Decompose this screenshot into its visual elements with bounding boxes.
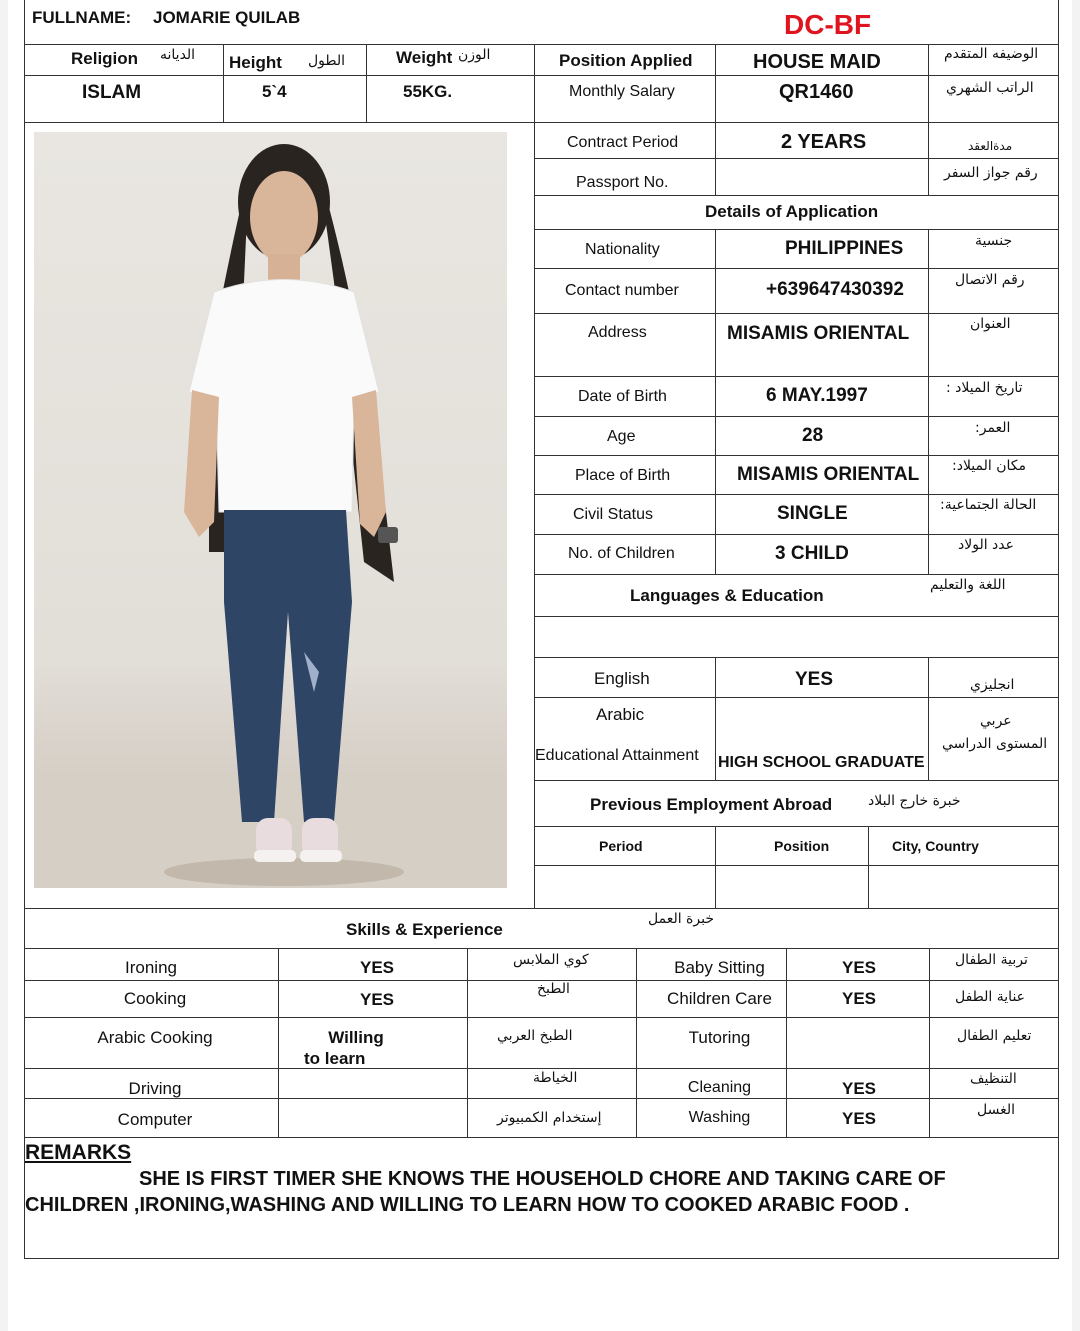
- applicant-photo: [34, 132, 507, 888]
- civil-status-value: SINGLE: [777, 503, 848, 524]
- divider: [534, 455, 1059, 456]
- address-label: Address: [588, 324, 647, 341]
- height-value: 5`4: [262, 82, 287, 101]
- skill-cooking-label: Cooking: [123, 989, 187, 1008]
- divider: [366, 44, 367, 122]
- skill-cleaning-ar: التنظيف: [970, 1071, 1017, 1087]
- salary-label-ar: الراتب الشهري: [946, 80, 1034, 96]
- skill-babysitting-label: Baby Sitting: [674, 958, 765, 977]
- skill-ironing-label: Ironing: [125, 958, 177, 977]
- left-border: [24, 0, 25, 1258]
- address-label-ar: العنوان: [970, 316, 1011, 332]
- employment-col-period: Period: [599, 838, 643, 854]
- religion-label-ar: الديانه: [160, 47, 196, 63]
- age-value: 28: [802, 425, 824, 446]
- skill-driving-label: Driving: [128, 1079, 182, 1098]
- passport-label: Passport No.: [576, 174, 669, 191]
- skill-washing-label: Washing: [688, 1109, 751, 1126]
- civil-status-label: Civil Status: [573, 506, 654, 523]
- skill-cooking-ar: الطبخ: [537, 981, 570, 997]
- divider: [534, 416, 1059, 417]
- civil-status-label-ar: الحالة الجتماعية:: [940, 497, 1037, 513]
- skill-arabic-cooking-ar: الطبخ العربي: [497, 1028, 573, 1044]
- remarks-line2: CHILDREN ,IRONING,WASHING AND WILLING TO LEARN HOW TO COOKED ARABIC FOOD .: [25, 1194, 910, 1216]
- children-label-ar: عدد الولاد: [958, 537, 1014, 553]
- contract-period-value: 2 YEARS: [781, 131, 867, 153]
- skill-childrencare-label: Children Care: [667, 989, 772, 1008]
- contract-period-label: Contract Period: [567, 134, 679, 151]
- fullname-value: JOMARIE QUILAB: [153, 8, 301, 27]
- remarks-title: REMARKS: [25, 1141, 132, 1164]
- divider: [868, 826, 869, 908]
- skill-childrencare-value: YES: [841, 989, 877, 1008]
- right-border: [1058, 0, 1059, 1258]
- divider: [534, 313, 1059, 314]
- skill-ironing-ar: كوي الملابس: [513, 952, 589, 968]
- skill-cooking-value: YES: [359, 990, 395, 1009]
- position-label-ar: الوضيفه المتقدم: [944, 46, 1039, 62]
- dob-label-ar: تاريخ الميلاد :: [946, 380, 1023, 396]
- divider: [24, 44, 1059, 45]
- nationality-label: Nationality: [585, 241, 660, 258]
- height-label: Height: [229, 53, 282, 72]
- skill-arabic-cooking-value-line2: to learn: [304, 1049, 366, 1068]
- nationality-label-ar: جنسية: [975, 233, 1013, 249]
- languages-title: Languages & Education: [630, 586, 824, 605]
- age-label: Age: [607, 428, 636, 445]
- remarks-line1: SHE IS FIRST TIMER SHE KNOWS THE HOUSEHOLD CHORE AND TAKING CARE OF: [139, 1168, 946, 1190]
- position-value: HOUSE MAID: [753, 51, 881, 73]
- salary-label: Monthly Salary: [569, 83, 675, 100]
- divider: [715, 229, 716, 574]
- divider: [715, 826, 716, 908]
- divider: [24, 1068, 1059, 1069]
- divider: [534, 657, 1059, 658]
- divider: [24, 75, 1059, 76]
- skill-tutoring-label: Tutoring: [688, 1028, 751, 1047]
- position-label: Position Applied: [559, 51, 693, 70]
- skill-computer-label: Computer: [117, 1110, 193, 1129]
- divider: [223, 44, 224, 122]
- divider: [534, 826, 1059, 827]
- religion-label: Religion: [71, 49, 139, 68]
- english-label-ar: انجليزي: [970, 677, 1015, 693]
- divider: [534, 865, 1059, 866]
- divider: [534, 616, 1059, 617]
- languages-title-ar: اللغة والتعليم: [930, 577, 1006, 593]
- weight-value: 55KG.: [403, 82, 453, 101]
- skills-title: Skills & Experience: [346, 920, 503, 939]
- weight-label: Weight: [396, 48, 453, 67]
- contact-label-ar: رقم الاتصال: [955, 272, 1025, 288]
- divider: [534, 697, 1059, 698]
- skill-computer-ar: إستخدام الكمبيوتر: [497, 1110, 602, 1126]
- divider: [928, 44, 929, 122]
- divider: [534, 780, 1059, 781]
- divider: [24, 1017, 1059, 1018]
- divider: [24, 1137, 1059, 1138]
- divider: [534, 229, 1059, 230]
- children-label: No. of Children: [568, 545, 675, 562]
- reference-code: DC-BF: [784, 9, 872, 40]
- religion-value: ISLAM: [82, 82, 142, 103]
- skill-babysitting-value: YES: [841, 958, 877, 977]
- divider: [534, 534, 1059, 535]
- nationality-value: PHILIPPINES: [785, 238, 904, 259]
- skill-babysitting-ar: تربية الطفال: [955, 952, 1028, 968]
- divider: [24, 122, 1059, 123]
- divider: [534, 195, 1059, 196]
- skill-childrencare-ar: عناية الطفل: [955, 989, 1026, 1005]
- address-value: MISAMIS ORIENTAL: [727, 323, 910, 344]
- fullname-label: FULLNAME:: [32, 8, 132, 27]
- skill-tutoring-ar: تعليم الطفال: [957, 1028, 1032, 1044]
- english-label: English: [594, 669, 650, 688]
- contact-label: Contact number: [565, 282, 679, 299]
- divider: [534, 574, 1059, 575]
- divider: [534, 268, 1059, 269]
- english-value: YES: [795, 669, 834, 690]
- skill-driving-ar: الخياطة: [533, 1070, 578, 1086]
- age-label-ar: العمر:: [975, 420, 1011, 436]
- children-value: 3 CHILD: [775, 543, 849, 564]
- divider: [24, 908, 1059, 909]
- divider: [928, 229, 929, 574]
- employment-title: Previous Employment Abroad: [590, 795, 833, 814]
- arabic-label: Arabic: [596, 705, 645, 724]
- employment-title-ar: خبرة خارج البلاد: [868, 793, 961, 809]
- education-label: Educational Attainment: [535, 747, 699, 764]
- employment-col-city: City, Country: [892, 838, 979, 854]
- skill-washing-ar: الغسل: [977, 1102, 1016, 1118]
- education-value: HIGH SCHOOL GRADUATE: [718, 754, 925, 771]
- divider: [715, 44, 716, 122]
- contract-period-label-ar: مدةالعقد: [968, 139, 1013, 153]
- dob-value: 6 MAY.1997: [766, 385, 868, 406]
- divider: [534, 44, 535, 908]
- details-title: Details of Application: [705, 202, 879, 221]
- skill-ironing-value: YES: [359, 958, 395, 977]
- divider: [534, 376, 1059, 377]
- skill-arabic-cooking-label: Arabic Cooking: [97, 1028, 213, 1047]
- weight-label-ar: الوزن: [458, 47, 491, 63]
- skill-arabic-cooking-value-line1: Willing: [328, 1028, 384, 1047]
- dob-label: Date of Birth: [578, 388, 667, 405]
- passport-label-ar: رقم جواز السفر: [944, 165, 1038, 181]
- divider: [534, 494, 1059, 495]
- divider: [24, 1258, 1059, 1259]
- divider: [534, 158, 1059, 159]
- skill-washing-value: YES: [841, 1109, 877, 1128]
- employment-col-position: Position: [774, 838, 830, 854]
- skill-cleaning-value: YES: [841, 1079, 877, 1098]
- pob-label-ar: مكان الميلاد:: [952, 458, 1027, 474]
- skill-cleaning-label: Cleaning: [687, 1079, 752, 1096]
- pob-label: Place of Birth: [575, 467, 671, 484]
- divider: [24, 948, 1059, 949]
- contact-value: +639647430392: [766, 279, 904, 300]
- height-label-ar: الطول: [308, 53, 346, 69]
- salary-value: QR1460: [779, 81, 854, 103]
- skills-title-ar: خبرة العمل: [648, 911, 714, 927]
- pob-value: MISAMIS ORIENTAL: [737, 464, 920, 485]
- education-label-ar: المستوى الدراسي: [942, 736, 1048, 752]
- divider: [928, 657, 929, 780]
- divider: [715, 657, 716, 780]
- arabic-label-ar: عربي: [980, 713, 1012, 729]
